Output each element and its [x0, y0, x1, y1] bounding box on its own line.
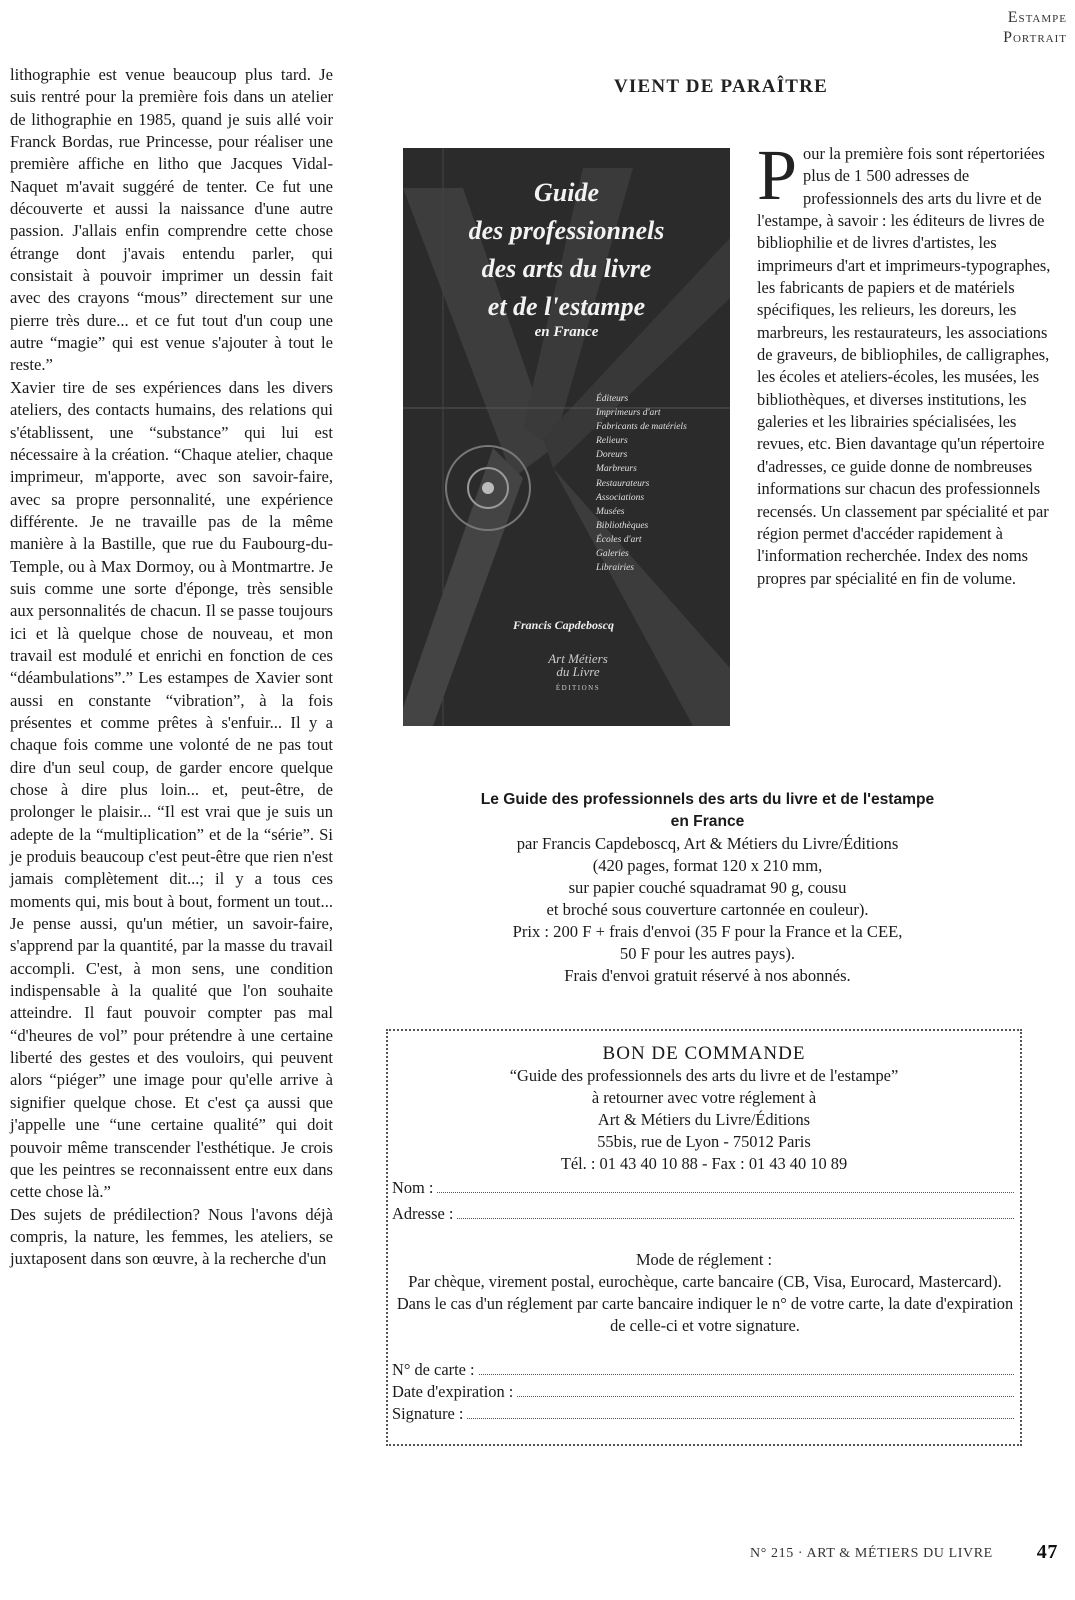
- book-subtitle: en France: [534, 324, 599, 340]
- guide-details-line: 50 F pour les autres pays).: [619, 944, 796, 963]
- article-paragraph: Xavier tire de ses expériences dans les divers ateliers, des contacts humains, des relations qui s'établissent, une “substance” qui lui est nécessaire à la création. “Chaque atelier, chaque imprimeur, m'apporte, avec son savoir-faire, avec sa propre personnalité, une expérience différente. Je ne travaille pas de la même manière à la Bastille, que rue du Faubourg-du-Temple, ou à Max Dormoy, ou à Montmartre. Je suis comme une sorte d'éponge, très sensible aux personnalités de chacun. Il se passe toujours ici et là quelque chose de nouveau, et mon travail est modulé et enrichi en fonction de ces “déambulations”.” Les estampes de Xavier sont aussi en constante “vibration”, à la fois présentes et comme prêtes à s'enfuir... Il y a chaque fois comme une volonté de ne pas tout dire d'un seul coup, de garder encore quelque chose à dire plus loin... et, peut-être, de prolonger le plaisir... “Il est vrai que je suis un adepte de la “multiplication” et de la “série”. Si je produis beaucoup c'est peut-être que rien n'est jamais complètement dit...; il y a tous ces moments qui, mis bout à bout, forment un tout... Je pense aussi, qu'un métier, un savoir-faire, s'apprend par la quantité, par la masse du travail accompli. C'est, à mon sens, une condition indispensable à la qualité que l'on souhaite atteindre. Il faut pouvoir compter pas mal “d'heures de vol” pour prétendre à une certaine liberté des gestes et des vouloirs, qui peuvent alors “piéger” une image pour qu'elle arrive à signifier quelque chose. Et c'est ça aussi que j'appelle une “une certaine qualité” qui doit pouvoir même transcender l'esthétique. Je crois que les peintres se reconnaissent entre eux dans cette chose là.”: [10, 377, 333, 1202]
- expiry-date-field[interactable]: [392, 1381, 1014, 1403]
- section-header-line1: Estampe: [1007, 9, 1067, 26]
- signature-field[interactable]: [392, 1403, 1014, 1425]
- payment-heading: Mode de réglement :: [635, 1250, 773, 1269]
- name-field-label: Nom :: [392, 1178, 434, 1197]
- book-title-line: des professionnels: [468, 216, 665, 245]
- book-category: Doreurs: [596, 450, 628, 461]
- announcement-text: our la première fois sont répertoriées plus de 1 500 adresses de professionnels des arts du livre et de l'estampe, à savoir : les éditeurs de livres de bibliophilie et de livres d'artistes, les imprimeurs d'art et imprimeurs-typographes, les fabricants de papiers et de matériels spécifiques, les relieurs, les doreurs, les marbreurs, les restaurateurs, les associations de graveurs, de bibliophiles, de calligraphes, les écoles et ateliers-écoles, les musées, les bibliothèques, et diverses institutions, les galeries et les librairies spécialisées, les revues, etc. Bien davantage qu'un répertoire d'adresses, ce guide donne de nombreuses informations sur chacun des professionnels recensés. Un classement par spécialité et par région permet d'accéder rapidement à l'information recherchée. Index des noms propres par spécialité en fin de volume.: [757, 144, 1051, 588]
- guide-details: [395, 789, 1020, 987]
- page-footer: [750, 1541, 1060, 1563]
- order-form-line: Tél. : 01 43 40 10 88 - Fax : 01 43 40 10 89: [560, 1154, 848, 1173]
- address-field-label: Adresse :: [392, 1204, 454, 1223]
- section-header: [1003, 8, 1067, 48]
- section-header-line2: Portrait: [1003, 29, 1067, 46]
- book-category: Relieurs: [596, 436, 628, 447]
- signature-label: Signature :: [392, 1404, 464, 1423]
- book-author: Francis Capdeboscq: [513, 618, 615, 632]
- book-category: Bibliothèques: [596, 520, 649, 531]
- article-paragraph: lithographie est venue beaucoup plus tard. Je suis rentré pour la première fois dans un atelier de lithographie en 1985, quand je suis allé voir Franck Bordas, rue Princesse, pour réaliser une première affiche en litho que Jacques Vidal-Naquet m'avait suggéré de tenter. Ce fut une découverte et aussi la naissance d'une autre passion. J'allais enfin comprendre cette chose étrange dont j'avais entendu parler, qui consistait à pouvoir imprimer un dessin fait avec des crayons “mous” directement sur une pierre très dure... et ce fut tout d'un coup une autre “magie” qui est venue s'ajouter à tout le reste.”: [10, 65, 333, 375]
- guide-details-title: Le Guide des professionnels des arts du livre et de l'estampe: [480, 791, 935, 808]
- announcement-body: [757, 135, 1057, 590]
- order-form: [386, 1029, 1022, 1446]
- order-form-line: “Guide des professionnels des arts du livre et de l'estampe”: [509, 1066, 899, 1085]
- payment-text: Par chèque, virement postal, eurochèque, carte bancaire (CB, Visa, Eurocard, Mastercard). Dans le cas d'un réglement par carte bancaire indiquer le n° de votre carte, la date d'expiration de celle-ci et votre signature.: [396, 1272, 1014, 1335]
- book-title: [403, 174, 730, 326]
- address-field[interactable]: [392, 1203, 1014, 1225]
- guide-details-line: Frais d'envoi gratuit réservé à nos abonnés.: [564, 966, 851, 985]
- name-field[interactable]: [392, 1177, 1014, 1199]
- guide-details-title: en France: [670, 813, 745, 830]
- signature-line[interactable]: [467, 1417, 1014, 1419]
- card-number-line[interactable]: [479, 1373, 1014, 1375]
- order-form-line: à retourner avec votre réglement à: [591, 1088, 817, 1107]
- book-category: Restaurateurs: [596, 478, 650, 489]
- book-cover-image: [403, 148, 730, 726]
- order-form-title: BON DE COMMANDE: [602, 1043, 806, 1064]
- guide-details-line: (420 pages, format 120 x 210 mm,: [592, 856, 823, 875]
- page-number: 47: [1036, 1541, 1058, 1563]
- announcement-heading: VIENT DE PARAÎTRE: [614, 76, 828, 97]
- book-category: Marbreurs: [596, 464, 637, 475]
- card-number-label: N° de carte :: [392, 1360, 475, 1379]
- card-number-field[interactable]: [392, 1359, 1014, 1381]
- publisher-logo: [523, 652, 633, 695]
- guide-details-line: sur papier couché squadramat 90 g, cousu: [568, 878, 847, 897]
- book-category: Musées: [596, 506, 625, 517]
- expiry-date-label: Date d'expiration :: [392, 1382, 514, 1401]
- publisher-logo-line2: du Livre: [556, 664, 600, 679]
- address-field-line[interactable]: [457, 1217, 1014, 1219]
- book-category: Éditeurs: [596, 394, 629, 404]
- book-title-line: Guide: [534, 178, 599, 207]
- name-field-line[interactable]: [437, 1191, 1014, 1193]
- article-paragraph: Des sujets de prédilection? Nous l'avons déjà compris, la nature, les femmes, les ateliers, se juxtaposent dans son œuvre, à la recherche d'un: [10, 1204, 333, 1269]
- article-column: [10, 64, 333, 1271]
- guide-details-line: par Francis Capdeboscq, Art & Métiers du Livre/Éditions: [516, 834, 899, 853]
- announcement-paragraph: [757, 135, 1057, 590]
- drop-cap: P: [757, 135, 798, 215]
- order-form-line: Art & Métiers du Livre/Éditions: [597, 1110, 811, 1129]
- book-category: Fabricants de matériels: [596, 422, 687, 433]
- book-category: Imprimeurs d'art: [596, 408, 661, 419]
- publisher-logo-line1: Art Métiers: [548, 651, 608, 666]
- book-category: Écoles d'art: [596, 534, 642, 545]
- book-category: Associations: [596, 492, 645, 503]
- guide-details-line: Prix : 200 F + frais d'envoi (35 F pour la France et la CEE,: [512, 922, 903, 941]
- book-title-line: et de l'estampe: [487, 292, 646, 321]
- book-category-list: [596, 392, 687, 575]
- book-category: Galeries: [596, 549, 629, 560]
- publisher-logo-line3: ÉDITIONS: [555, 684, 601, 692]
- expiry-date-line[interactable]: [517, 1395, 1014, 1397]
- order-form-line: 55bis, rue de Lyon - 75012 Paris: [597, 1132, 811, 1151]
- guide-details-line: et broché sous couverture cartonnée en couleur).: [546, 900, 869, 919]
- issue-label: N° 215 · ART & MÉTIERS DU LIVRE: [750, 1546, 993, 1561]
- book-title-line: des arts du livre: [481, 254, 652, 283]
- book-category: Librairies: [596, 563, 635, 574]
